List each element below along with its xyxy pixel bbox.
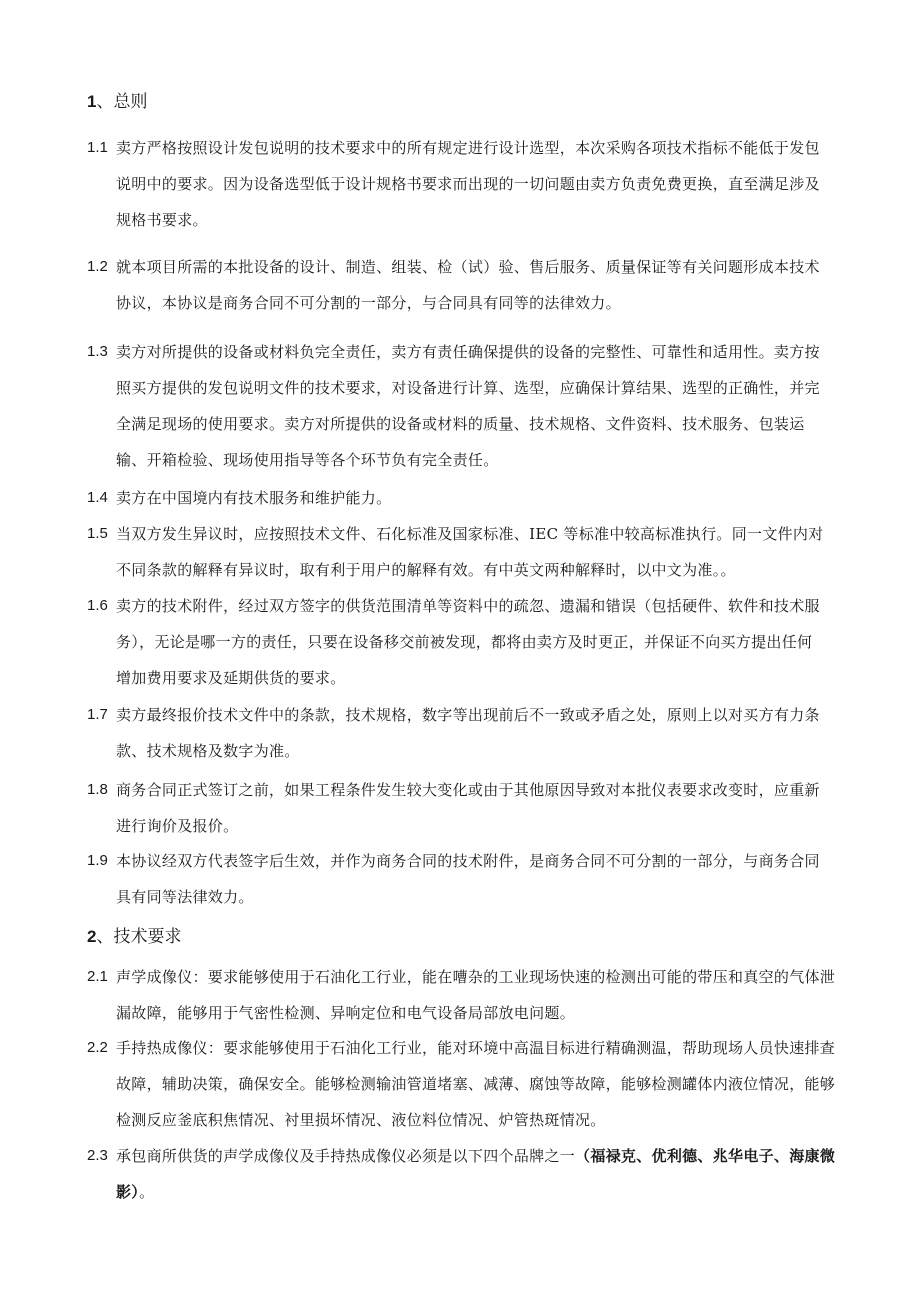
clause-number: 2.3 xyxy=(87,1147,108,1164)
clause-number: 1.1 xyxy=(87,139,108,156)
section-heading-2: 2、技术要求 xyxy=(87,927,182,947)
clause-1-6: 1.6 卖方的技术附件，经过双方签字的供货范围清单等资料中的疏忽、遗漏和错误（包括硬件、软件和技术服 务），无论是哪一方的责任，只要在设备移交前被发现，都将由卖方及时更正，并保证不向买方提出任何 增加费用要求及延期供货的要求。 xyxy=(87,588,857,696)
clause-2-2: 2.2 手持热成像仪：要求能够使用于石油化工行业，能对环境中高温目标进行精确测温，帮助现场人员快速排查 故障，辅助决策，确保安全。能够检测输油管道堵塞、减薄、腐蚀等故障，能够检测罐体内液位情况，能够 检测反应釜底积焦情况、衬里损坏情况、液位料位情况、炉管热斑情况。 xyxy=(87,1030,857,1138)
clause-1-7: 1.7 卖方最终报价技术文件中的条款，技术规格，数字等出现前后不一致或矛盾之处，原则上以对买方有力条 款、技术规格及数字为准。 xyxy=(87,697,857,769)
clause-number: 1.8 xyxy=(87,781,108,798)
clause-number: 1.5 xyxy=(87,525,108,542)
section-heading-1: 1、总则 xyxy=(87,92,148,112)
clause-number: 2.1 xyxy=(87,968,108,985)
clause-1-5: 1.5 当双方发生异议时，应按照技术文件、石化标准及国家标准、IEC 等标准中较高标准执行。同一文件内对 不同条款的解释有异议时，取有利于用户的解释有效。有中英文两种解释时，以中文为准。。 xyxy=(87,516,857,588)
brand-list: （福禄克、优利德、兆华电子、海康微 xyxy=(575,1147,836,1165)
clause-number: 1.9 xyxy=(87,852,108,869)
clause-1-9: 1.9 本协议经双方代表签字后生效，并作为商务合同的技术附件，是商务合同不可分割的一部分，与商务合同 具有同等法律效力。 xyxy=(87,843,857,915)
clause-1-3: 1.3 卖方对所提供的设备或材料负完全责任，卖方有责任确保提供的设备的完整性、可靠性和适用性。卖方按 照买方提供的发包说明文件的技术要求，对设备进行计算、选型，应确保计算结果、选型的正确性，并完 全满足现场的使用要求。卖方对所提供的设备或材料的质量、技术规格、文件资料、技术服务、包装运 输、开箱检验、现场使用指导等各个环节负有完全责任。 xyxy=(87,334,857,478)
clause-2-3: 2.3 承包商所供货的声学成像仪及手持热成像仪必须是以下四个品牌之一（福禄克、优利德、兆华电子、海康微 影）。 xyxy=(87,1138,857,1210)
clause-number: 1.7 xyxy=(87,706,108,723)
clause-number: 1.3 xyxy=(87,343,108,360)
clause-1-2: 1.2 就本项目所需的本批设备的设计、制造、组装、检（试）验、售后服务、质量保证等有关问题形成本技术 协议，本协议是商务合同不可分割的一部分，与合同具有同等的法律效力。 xyxy=(87,249,857,321)
clause-number: 2.2 xyxy=(87,1039,108,1056)
clause-number: 1.4 xyxy=(87,489,108,506)
clause-number: 1.6 xyxy=(87,597,108,614)
clause-number: 1.2 xyxy=(87,258,108,275)
brand-list-continued: 影） xyxy=(116,1183,140,1201)
clause-1-8: 1.8 商务合同正式签订之前，如果工程条件发生较大变化或由于其他原因导致对本批仪表要求改变时，应重新 进行询价及报价。 xyxy=(87,772,857,844)
clause-1-1: 1.1 卖方严格按照设计发包说明的技术要求中的所有规定进行设计选型，本次采购各项技术指标不能低于发包 说明中的要求。因为设备选型低于设计规格书要求而出现的一切问题由卖方负责免费更换，直至满足涉及 规格书要求。 xyxy=(87,130,857,238)
clause-2-1: 2.1 声学成像仪：要求能够使用于石油化工行业，能在嘈杂的工业现场快速的检测出可能的带压和真空的气体泄 漏故障，能够用于气密性检测、异响定位和电气设备局部放电问题。 xyxy=(87,959,857,1031)
clause-1-4: 1.4 卖方在中国境内有技术服务和维护能力。 xyxy=(87,480,857,516)
